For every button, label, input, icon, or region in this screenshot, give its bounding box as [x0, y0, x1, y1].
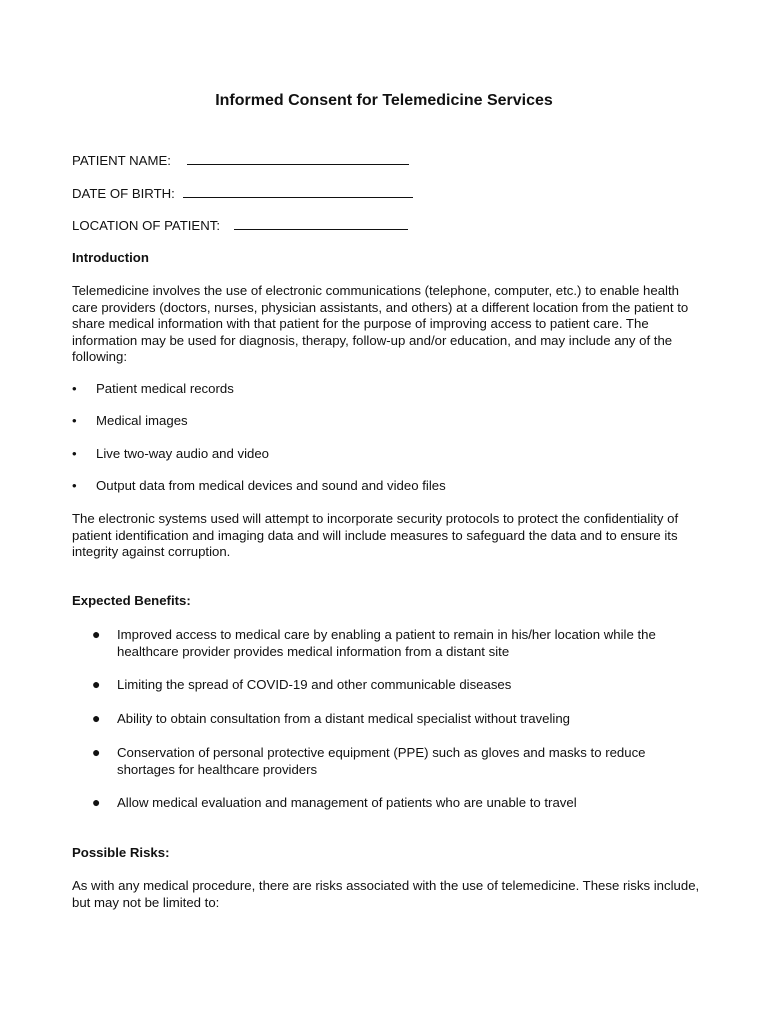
- benefit-text: Allow medical evaluation and management of patients who are unable to travel: [117, 795, 577, 810]
- benefit-item: [92, 711, 692, 728]
- security-paragraph: The electronic systems used will attempt to incorporate security protocols to protect the confidentiality of patient identification and imaging data and will include measures to safeguard the data and to ensure its integrity against corruption.: [72, 511, 679, 559]
- benefits-heading: Expected Benefits:: [72, 593, 191, 608]
- bullet-marker: •: [72, 413, 77, 428]
- patient-name-field: [72, 152, 409, 170]
- benefit-text: Ability to obtain consultation from a distant medical specialist without traveling: [117, 711, 570, 726]
- bullet-marker: ●: [92, 794, 101, 810]
- bullet-marker: •: [72, 446, 77, 461]
- location-of-patient-field: [72, 217, 408, 235]
- location-of-patient-label: LOCATION OF PATIENT:: [72, 218, 221, 233]
- location-of-patient-blank[interactable]: [234, 217, 408, 230]
- bullet-marker: ●: [92, 626, 101, 642]
- benefit-item: [92, 745, 692, 778]
- introduction-heading: Introduction: [72, 250, 149, 265]
- date-of-birth-blank[interactable]: [183, 185, 413, 198]
- introduction-paragraph: Telemedicine involves the use of electronic communications (telephone, computer, etc.) to enable health care providers (doctors, nurses, physician assistants, and others) at a different location from the patient to share medical information with that patient for the purpose of improving access to patient care. The information may be used for diagnosis, therapy, follow-up and/or education, and may include any of the following:: [72, 283, 689, 364]
- benefit-text: Conservation of personal protective equipment (PPE) such as gloves and masks to reduce shortages for healthcare providers: [117, 745, 646, 777]
- risks-paragraph: As with any medical procedure, there are risks associated with the use of telemedicine. These risks include, but may not be limited to:: [72, 878, 700, 910]
- benefit-item: [92, 677, 692, 694]
- bullet-marker: ●: [92, 710, 101, 726]
- intro-bullet-text: Live two-way audio and video: [96, 446, 270, 461]
- benefit-text: Improved access to medical care by enabling a patient to remain in his/her location while the healthcare provider provides medical information from a distant site: [117, 627, 656, 659]
- benefit-text: Limiting the spread of COVID-19 and other communicable diseases: [117, 677, 512, 692]
- bullet-marker: •: [72, 381, 77, 396]
- date-of-birth-label: DATE OF BIRTH:: [72, 186, 175, 201]
- benefit-item: [92, 795, 692, 812]
- bullet-marker: ●: [92, 676, 101, 692]
- intro-bullet-text: Output data from medical devices and sound and video files: [96, 478, 446, 493]
- document-title: Informed Consent for Telemedicine Services: [215, 92, 553, 109]
- bullet-marker: •: [72, 478, 77, 493]
- patient-name-blank[interactable]: [187, 152, 409, 165]
- intro-bullet-text: Patient medical records: [96, 381, 234, 396]
- patient-name-label: PATIENT NAME:: [72, 153, 171, 168]
- risks-heading: Possible Risks:: [72, 845, 170, 860]
- intro-bullet-text: Medical images: [96, 413, 188, 428]
- bullet-marker: ●: [92, 744, 101, 760]
- benefit-item: [92, 627, 692, 660]
- date-of-birth-field: [72, 185, 413, 203]
